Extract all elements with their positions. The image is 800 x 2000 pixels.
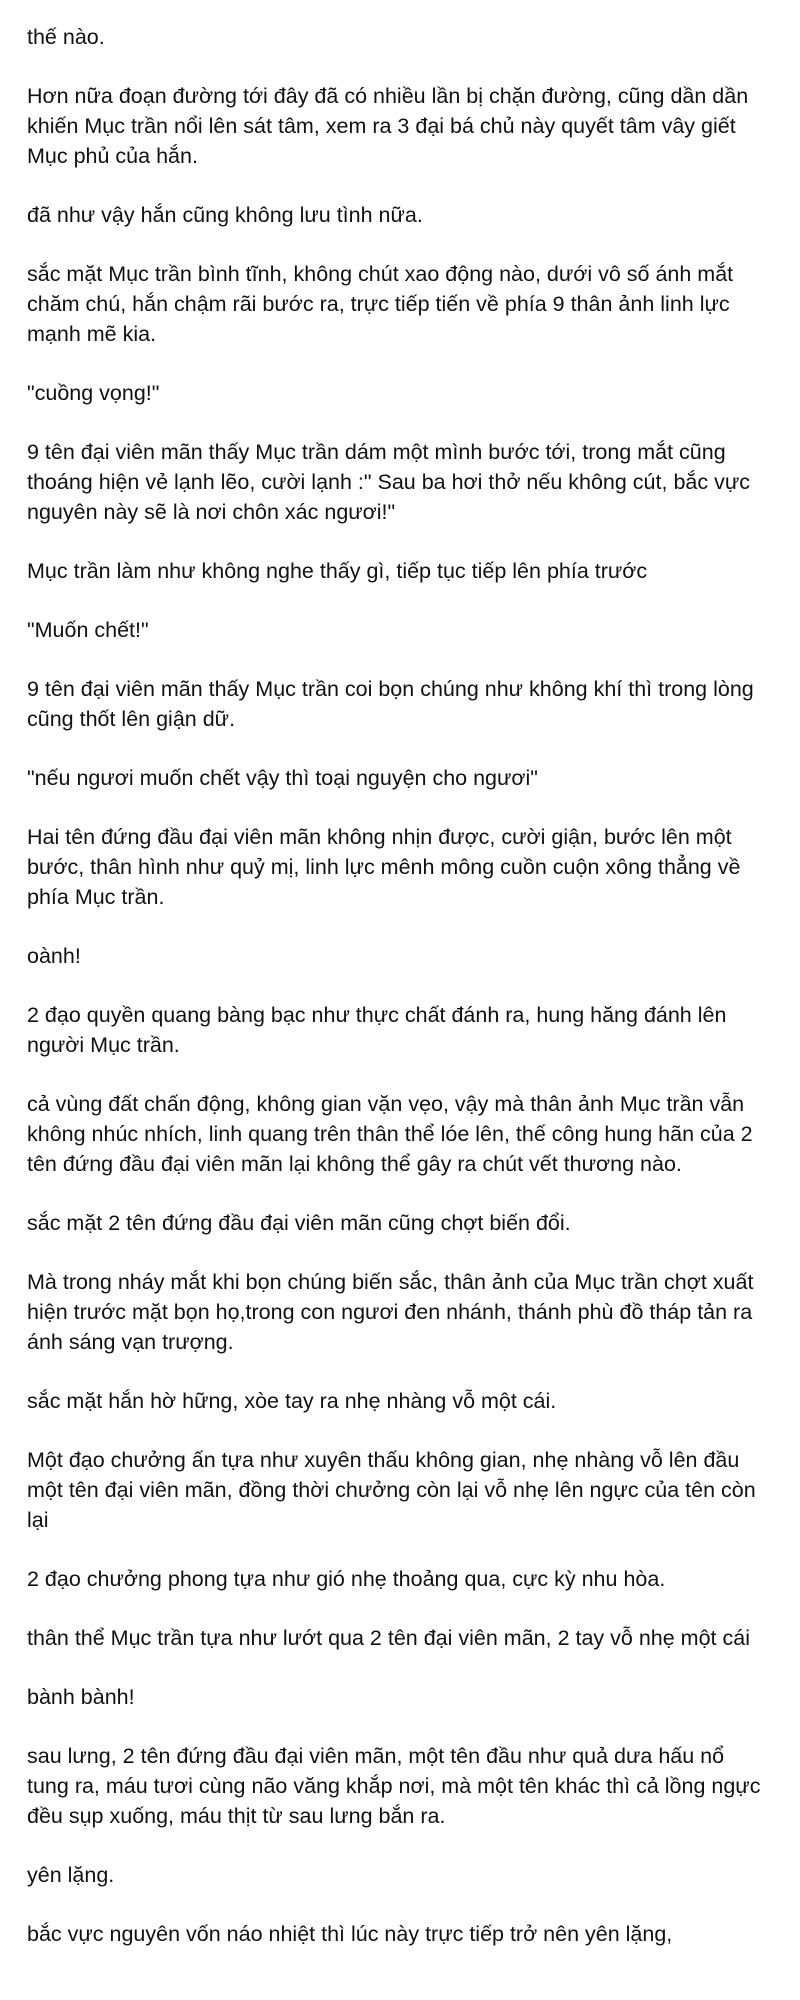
paragraph-14: cả vùng đất chấn động, không gian vặn vẹo, vậy mà thân ảnh Mục trần vẫn không nhúc nhích, linh quang trên thân thể lóe lên, thế công hung hãn của 2 tên đứng đầu đại viên mãn lại không thể gây ra chút vết thương nào. — [27, 1092, 753, 1176]
document-body — [27, 22, 767, 1978]
paragraph-1: thế nào. — [27, 25, 105, 49]
paragraph-24: bắc vực nguyên vốn náo nhiệt thì lúc này trực tiếp trở nên yên lặng, — [27, 1922, 673, 1946]
paragraph-23: yên lặng. — [27, 1863, 115, 1887]
paragraph-10: "nếu ngươi muốn chết vậy thì toại nguyện cho ngươi" — [27, 766, 538, 790]
paragraph-13: 2 đạo quyền quang bàng bạc như thực chất đánh ra, hung hăng đánh lên người Mục trần. — [27, 1003, 727, 1057]
paragraph-21: bành bành! — [27, 1685, 135, 1709]
paragraph-6: 9 tên đại viên mãn thấy Mục trần dám một mình bước tới, trong mắt cũng thoáng hiện vẻ lạnh lẽo, cười lạnh :" Sau ba hơi thở nếu không cút, bắc vực nguyên này sẽ là nơi chôn xác ngươi!" — [27, 440, 750, 524]
paragraph-5: "cuồng vọng!" — [27, 381, 160, 405]
paragraph-2: Hơn nữa đoạn đường tới đây đã có nhiều lần bị chặn đường, cũng dần dần khiến Mục trần nổi lên sát tâm, xem ra 3 đại bá chủ này quyết tâm vây giết Mục phủ của hắn. — [27, 84, 749, 168]
paragraph-20: thân thể Mục trần tựa như lướt qua 2 tên đại viên mãn, 2 tay vỗ nhẹ một cái — [27, 1626, 750, 1650]
paragraph-15: sắc mặt 2 tên đứng đầu đại viên mãn cũng chợt biến đổi. — [27, 1211, 571, 1235]
paragraph-3: đã như vậy hắn cũng không lưu tình nữa. — [27, 203, 423, 227]
paragraph-4: sắc mặt Mục trần bình tĩnh, không chút xao động nào, dưới vô số ánh mắt chăm chú, hắn chậm rãi bước ra, trực tiếp tiến về phía 9 thân ảnh linh lực mạnh mẽ kia. — [27, 262, 734, 346]
paragraph-16: Mà trong nháy mắt khi bọn chúng biến sắc, thân ảnh của Mục trần chợt xuất hiện trước mặt bọn họ,trong con ngươi đen nhánh, thánh phù đồ tháp tản ra ánh sáng vạn trượng. — [27, 1270, 754, 1354]
paragraph-7: Mục trần làm như không nghe thấy gì, tiếp tục tiếp lên phía trước — [27, 559, 648, 583]
paragraph-19: 2 đạo chưởng phong tựa như gió nhẹ thoảng qua, cực kỳ nhu hòa. — [27, 1567, 666, 1591]
paragraph-18: Một đạo chưởng ấn tựa như xuyên thấu không gian, nhẹ nhàng vỗ lên đầu một tên đại viên mãn, đồng thời chưởng còn lại vỗ nhẹ lên ngực của tên còn lại — [27, 1448, 756, 1532]
paragraph-8: "Muốn chết!" — [27, 618, 149, 642]
paragraph-22: sau lưng, 2 tên đứng đầu đại viên mãn, một tên đầu như quả dưa hấu nổ tung ra, máu tươi cùng não văng khắp nơi, mà một tên khác thì cả lồng ngực đều sụp xuống, máu thịt từ sau lưng bắn ra. — [27, 1744, 761, 1828]
paragraph-11: Hai tên đứng đầu đại viên mãn không nhịn được, cười giận, bước lên một bước, thân hình như quỷ mị, linh lực mênh mông cuồn cuộn xông thẳng về phía Mục trần. — [27, 825, 741, 909]
paragraph-17: sắc mặt hắn hờ hững, xòe tay ra nhẹ nhàng vỗ một cái. — [27, 1389, 557, 1413]
paragraph-12: oành! — [27, 944, 81, 968]
paragraph-9: 9 tên đại viên mãn thấy Mục trần coi bọn chúng như không khí thì trong lòng cũng thốt lên giận dữ. — [27, 677, 754, 731]
